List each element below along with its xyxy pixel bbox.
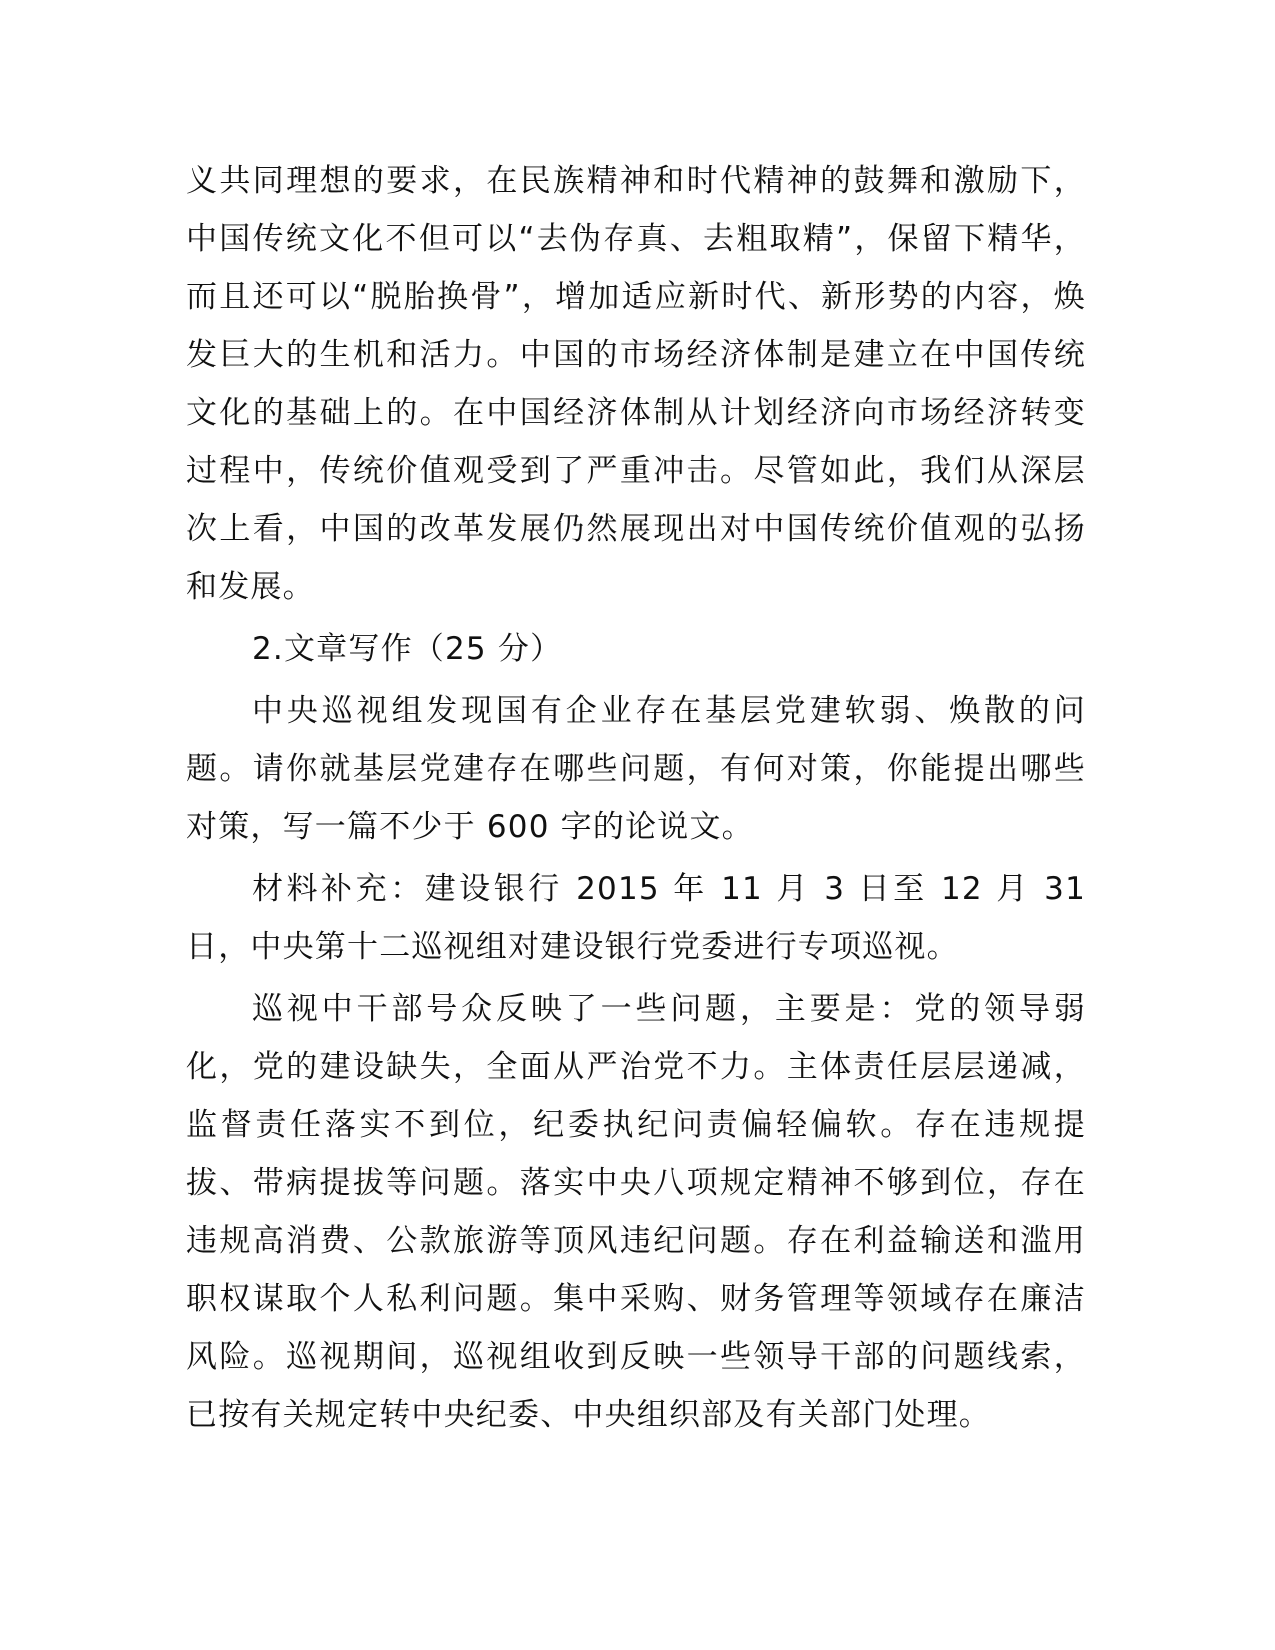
section-heading-essay: 2.文章写作（25 分）	[252, 631, 563, 667]
paragraph-inspection-findings: 巡视中干部号众反映了一些问题，主要是：党的领导弱化，党的建设缺失，全面从严治党不力。主体责任层层递减，监督责任落实不到位，纪委执纪问责偏轻偏软。存在违规提拔、带病提拔等问题。落实中央八项规定精神不够到位，存在违规高消费、公款旅游等顶风违纪问题。存在利益输送和滥用职权谋取个人私利问题。集中采购、财务管理等领域存在廉洁风险。巡视期间，巡视组收到反映一些领导干部的问题线索，已按有关规定转中央纪委、中央组织部及有关部门处理。	[186, 991, 1086, 1433]
paragraph-continuation: 义共同理想的要求，在民族精神和时代精神的鼓舞和激励下，中国传统文化不但可以“去伪存真、去粗取精”，保留下精华，而且还可以“脱胎换骨”，增加适应新时代、新形势的内容，焕发巨大的生机和活力。中国的市场经济体制是建立在中国传统文化的基础上的。在中国经济体制从计划经济向市场经济转变过程中，传统价值观受到了严重冲击。尽管如此，我们从深层次上看，中国的改革发展仍然展现出对中国传统价值观的弘扬和发展。	[186, 163, 1086, 605]
paragraph-question: 中央巡视组发现国有企业存在基层党建软弱、焕散的问题。请你就基层党建存在哪些问题，有何对策，你能提出哪些对策，写一篇不少于 600 字的论说文。	[186, 693, 1086, 845]
paragraph-material-supplement: 材料补充：建设银行 2015 年 11 月 3 日至 12 月 31 日，中央第十二巡视组对建设银行党委进行专项巡视。	[186, 871, 1086, 965]
document-page	[186, 152, 1086, 1444]
